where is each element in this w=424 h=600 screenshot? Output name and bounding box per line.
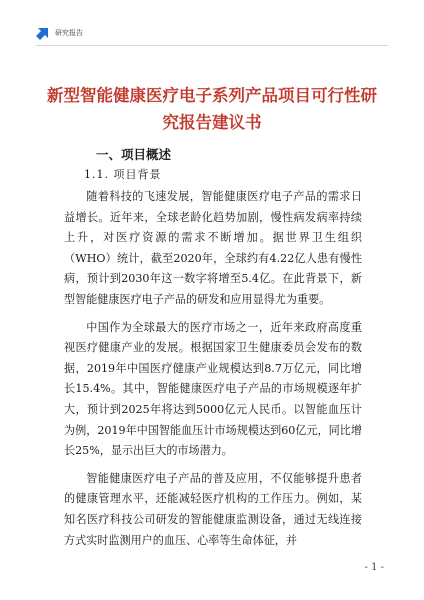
page-header (36, 26, 83, 40)
section-heading: 一、项目概述 (96, 147, 172, 162)
paragraph: 中国作为全球最大的医疗市场之一，近年来政府高度重视医疗健康产业的发展。根据国家卫生健康委员会发布的数据，2019年中国医疗健康产业规模达到8.7万亿元，同比增长15.4%。其中，智能健康医疗电子产品的市场规模逐年扩大，预计到2025年将达到5000亿元人民币。以智能血压计为例，2019年中国智能血压计市场规模达到60亿元，同比增长25%，显示出巨大的市场潜力。 (64, 320, 362, 458)
paragraph: 智能健康医疗电子产品的普及应用，不仅能够提升患者的健康管理水平，还能减轻医疗机构的工作压力。例如，某知名医疗科技公司研发的智能健康监测设备，通过无线连接方式实时监测用户的血压、心率等生命体征，并 (64, 471, 362, 547)
paragraph: 随着科技的飞速发展，智能健康医疗电子产品的需求日益增长。近年来，全球老龄化趋势加剧，慢性病发病率持续上升，对医疗资源的需求不断增加。据世界卫生组织（WHO）统计，截至2020年，全球约有4.22亿人患有慢性病，预计到2030年这一数字将增至5.4亿。在此背景下，新型智能健康医疗电子产品的研发和应用显得尤为重要。 (64, 190, 362, 306)
arrow-logo-icon (36, 26, 50, 40)
document-title: 新型智能健康医疗电子系列产品项目可行性研究报告建议书 (47, 86, 377, 132)
subsection-heading: 1.1. 项目背景 (84, 168, 162, 181)
page-number: - 1 - (364, 562, 384, 573)
header-divider (36, 45, 388, 46)
body-text (64, 187, 362, 558)
header-label: 研究报告 (55, 29, 83, 37)
